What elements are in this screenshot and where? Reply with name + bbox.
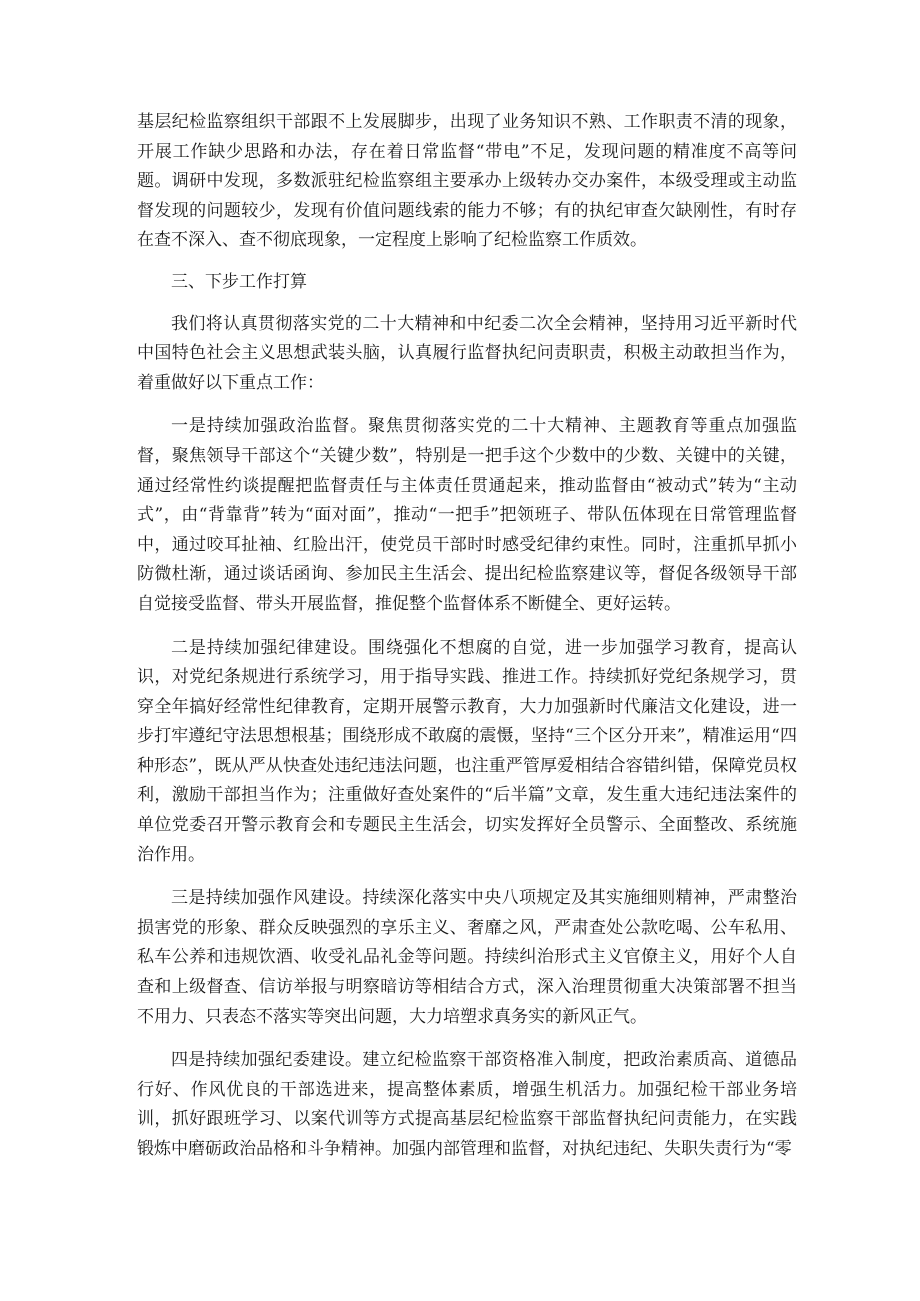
paragraph-discipline-building: 二是持续加强纪律建设。围绕强化不想腐的自觉，进一步加强学习教育，提高认识，对党纪条规进行系统学习，用于指导实践、推进工作。持续抓好党纪条规学习，贯穿全年搞好经常性纪律教育，定期开展警示教育，大力加强新时代廉洁文化建设，进一步打牢遵纪守法思想根基；围绕形成不敢腐的震慑，坚持“三个区分开来”，精准运用“四种形态”，既从严从快查处违纪违法问题，也注重严管厚爱相结合容错纠错，保障党员权利，激励干部担当作为；注重做好查处案件的“后半篇”文章，发生重大违纪违法案件的单位党委召开警示教育会和专题民主生活会，切实发挥好全员警示、全面整改、系统施治作用。 xyxy=(137,637,797,865)
section-heading-next-steps: 三、下步工作打算 xyxy=(171,271,307,292)
paragraph-work-style-building: 三是持续加强作风建设。持续深化落实中央八项规定及其实施细则精神，严肃整治损害党的形象、群众反映强烈的享乐主义、奢靡之风，严肃查处公款吃喝、公车私用、私车公养和违规饮酒、收受礼品礼金等问题。持续纠治形式主义官僚主义，用好个人自查和上级督查、信访举报与明察暗访等相结合方式，深入治理贯彻重大决策部署不担当不用力、只表态不落实等突出问题，大力培塑求真务实的新风正气。 xyxy=(137,888,797,1027)
paragraph-commission-building: 四是持续加强纪委建设。建立纪检监察干部资格准入制度，把政治素质高、道德品行好、作风优良的干部选进来，提高整体素质，增强生机活力。加强纪检干部业务培训，抓好跟班学习、以案代训等方式提高基层纪检监察干部监督执纪问责能力，在实践锻炼中磨砺政治品格和斗争精神。加强内部管理和监督，对执纪违纪、失职失责行为“零 xyxy=(137,1050,797,1159)
paragraph-continued-problems: 基层纪检监察组织干部跟不上发展脚步，出现了业务知识不熟、工作职责不清的现象，开展工作缺少思路和办法，存在着日常监督“带电”不足，发现问题的精准度不高等问题。调研中发现，多数派驻纪检监察组主要承办上级转办交办案件，本级受理或主动监督发现的问题较少，发现有价值问题线索的能力不够；有的执纪审查欠缺刚性，有时存在查不深入、查不彻底现象，一定程度上影响了纪检监察工作质效。 xyxy=(137,112,797,251)
document-body xyxy=(137,108,797,1165)
paragraph-intro-plan: 我们将认真贯彻落实党的二十大精神和中纪委二次全会精神，坚持用习近平新时代中国特色社会主义思想武装头脑，认真履行监督执纪问责职责，积极主动敢担当作为，着重做好以下重点工作： xyxy=(137,313,797,393)
paragraph-political-supervision: 一是持续加强政治监督。聚焦贯彻落实党的二十大精神、主题教育等重点加强监督，聚焦领导干部这个“关键少数”，特别是一把手这个少数中的少数、关键中的关键，通过经常性约谈提醒把监督责任与主体责任贯通起来，推动监督由“被动式”转为“主动式”，由“背靠背”转为“面对面”，推动“一把手”把领班子、带队伍体现在日常管理监督中，通过咬耳扯袖、红脸出汗，使党员干部时时感受纪律约束性。同时，注重抓早抓小防微杜渐，通过谈话函询、参加民主生活会、提出纪检监察建议等，督促各级领导干部自觉接受监督、带头开展监督，推促整个监督体系不断健全、更好运转。 xyxy=(137,416,797,614)
